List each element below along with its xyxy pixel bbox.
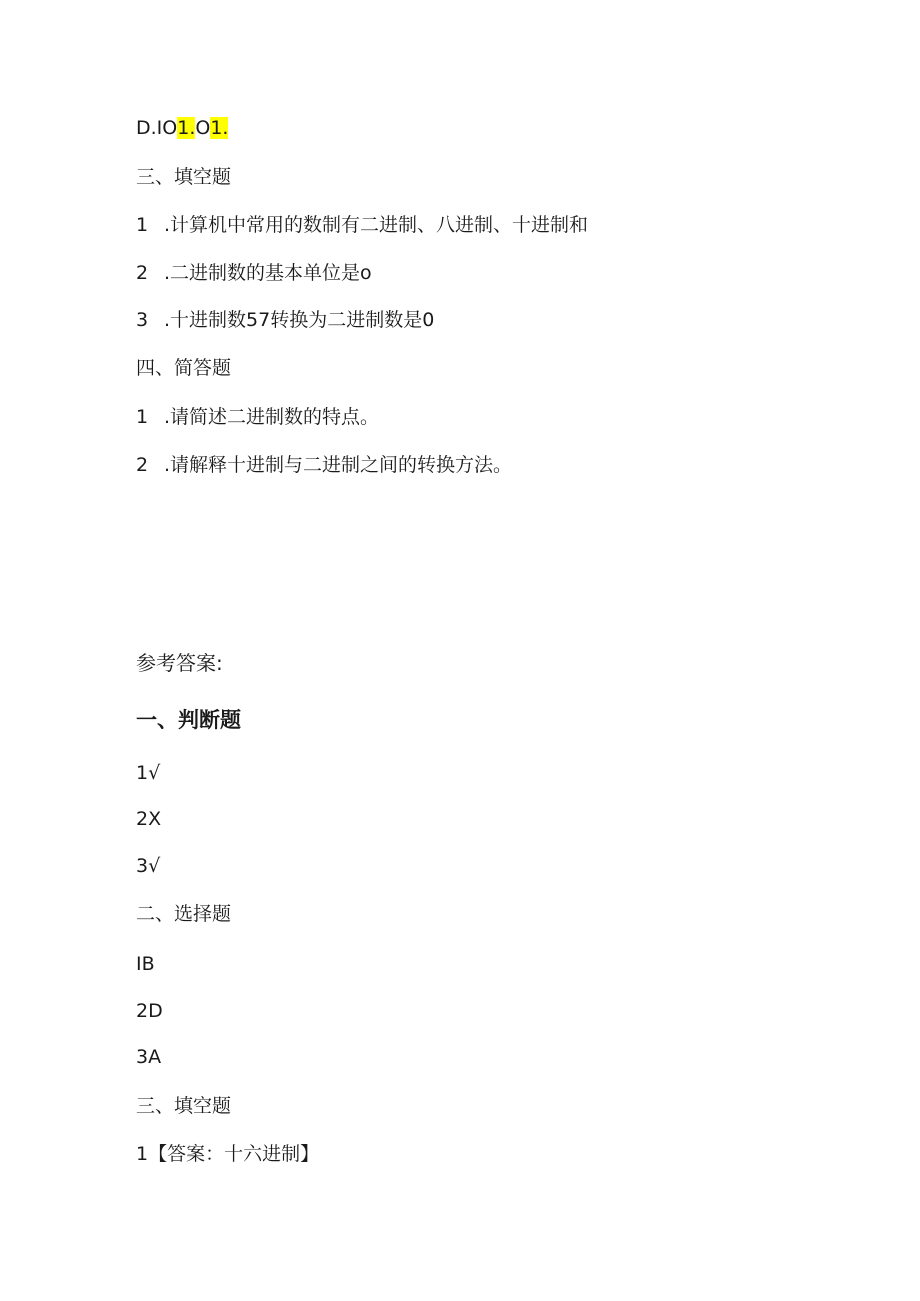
choice-answer-2: 2D	[136, 1000, 163, 1022]
question-number: 3	[136, 309, 149, 331]
choice-answer-1: IB	[136, 953, 155, 975]
short-question-2	[136, 452, 512, 478]
question-number: 2	[136, 262, 149, 284]
section-title-fill: 三、填空题	[136, 166, 232, 188]
answers-section-fill-title: 三、填空题	[136, 1095, 232, 1117]
highlight-1: 1.	[177, 117, 196, 139]
question-text: .二进制数的基本单位是o	[164, 262, 372, 284]
fill-question-1	[136, 212, 588, 238]
question-number: 1	[136, 214, 149, 236]
highlight-2: 1.	[210, 117, 229, 139]
answers-title: 参考答案:	[136, 651, 223, 675]
short-question-1	[136, 404, 379, 430]
section-title-short: 四、简答题	[136, 357, 232, 379]
fill-question-2	[136, 260, 372, 286]
question-number: 2	[136, 454, 149, 476]
option-d	[136, 115, 228, 141]
option-d-mid: O	[195, 117, 211, 139]
question-text: .请解释十进制与二进制之间的转换方法。	[164, 454, 513, 476]
question-text: .计算机中常用的数制有二进制、八进制、十进制和	[164, 214, 589, 236]
tf-answer-3: 3√	[136, 855, 161, 877]
option-d-prefix: D.IO	[136, 117, 178, 139]
question-number: 1	[136, 406, 149, 428]
fill-answer-1: 1【答案：十六进制】	[136, 1143, 320, 1165]
answers-section-tf-title: 一、判断题	[136, 708, 241, 732]
tf-answer-2: 2X	[136, 808, 162, 830]
question-text: .十进制数57转换为二进制数是0	[164, 309, 435, 331]
question-text: .请简述二进制数的特点。	[164, 406, 380, 428]
choice-answer-3: 3A	[136, 1046, 162, 1068]
fill-question-3	[136, 307, 434, 333]
answers-section-choice-title: 二、选择题	[136, 903, 232, 925]
tf-answer-1: 1√	[136, 762, 161, 784]
